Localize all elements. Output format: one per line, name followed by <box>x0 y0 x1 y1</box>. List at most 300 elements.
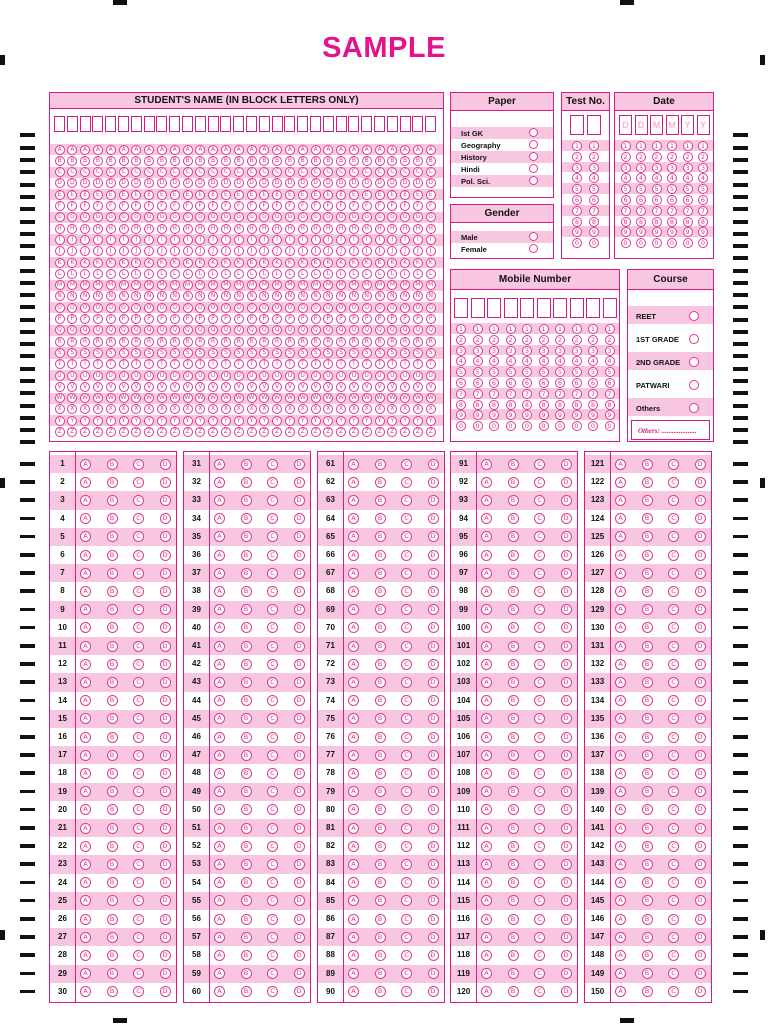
answer-bubble[interactable]: D <box>160 786 171 797</box>
answer-bubble[interactable]: A <box>214 495 225 506</box>
name-bubble[interactable]: Q <box>362 325 372 335</box>
name-bubble[interactable]: Z <box>208 427 218 437</box>
answer-bubble[interactable]: B <box>508 550 519 561</box>
name-bubble[interactable]: J <box>144 246 154 256</box>
answer-bubble[interactable]: D <box>160 877 171 888</box>
name-bubble[interactable]: P <box>413 314 423 324</box>
name-bubble[interactable]: V <box>93 382 103 392</box>
answer-bubble[interactable]: C <box>267 513 278 524</box>
name-bubble[interactable]: L <box>208 269 218 279</box>
mobile-digit-bubble[interactable]: 8 <box>473 400 483 410</box>
answer-bubble[interactable]: C <box>267 823 278 834</box>
answer-bubble[interactable]: D <box>695 659 706 670</box>
name-bubble[interactable]: E <box>285 190 295 200</box>
answer-bubble[interactable]: C <box>267 768 278 779</box>
answer-bubble[interactable]: B <box>642 495 653 506</box>
mobile-digit-bubble[interactable]: 0 <box>588 421 598 431</box>
answer-bubble[interactable]: B <box>375 786 386 797</box>
name-bubble[interactable]: O <box>170 303 180 313</box>
name-bubble[interactable]: I <box>119 235 129 245</box>
answer-bubble[interactable]: D <box>561 768 572 779</box>
answer-bubble[interactable]: A <box>80 677 91 688</box>
answer-bubble[interactable]: C <box>267 895 278 906</box>
answer-bubble[interactable]: B <box>375 986 386 997</box>
answer-bubble[interactable]: D <box>695 895 706 906</box>
name-bubble[interactable]: D <box>298 178 308 188</box>
answer-bubble[interactable]: C <box>668 604 679 615</box>
answer-bubble[interactable]: C <box>534 513 545 524</box>
answer-bubble[interactable]: B <box>375 513 386 524</box>
name-bubble[interactable]: X <box>413 404 423 414</box>
name-bubble[interactable]: D <box>106 178 116 188</box>
name-bubble[interactable]: R <box>375 337 385 347</box>
date-digit-bubble[interactable]: 3 <box>683 163 693 173</box>
answer-bubble[interactable]: D <box>160 622 171 633</box>
name-bubble[interactable]: X <box>131 404 141 414</box>
name-bubble[interactable]: H <box>131 224 141 234</box>
answer-bubble[interactable]: C <box>401 841 412 852</box>
name-bubble[interactable]: F <box>195 201 205 211</box>
name-bubble[interactable]: U <box>375 371 385 381</box>
mobile-digit-bubble[interactable]: 5 <box>456 367 466 377</box>
answer-bubble[interactable]: C <box>668 550 679 561</box>
answer-bubble[interactable]: C <box>668 950 679 961</box>
answer-bubble[interactable]: B <box>508 804 519 815</box>
name-bubble[interactable]: Q <box>93 325 103 335</box>
name-bubble[interactable]: F <box>55 201 65 211</box>
name-bubble[interactable]: K <box>323 258 333 268</box>
date-digit-bubble[interactable]: 1 <box>652 141 662 151</box>
answer-bubble[interactable]: B <box>375 459 386 470</box>
name-bubble[interactable]: M <box>323 280 333 290</box>
answer-bubble[interactable]: D <box>428 841 439 852</box>
name-bubble[interactable]: O <box>247 303 257 313</box>
answer-bubble[interactable]: C <box>267 531 278 542</box>
name-bubble[interactable]: B <box>67 156 77 166</box>
name-bubble[interactable]: J <box>93 246 103 256</box>
name-bubble[interactable]: A <box>234 145 244 155</box>
name-bubble[interactable]: C <box>413 167 423 177</box>
answer-bubble[interactable]: A <box>80 459 91 470</box>
name-bubble[interactable]: U <box>67 371 77 381</box>
answer-bubble[interactable]: D <box>160 823 171 834</box>
name-bubble[interactable]: H <box>247 224 257 234</box>
name-bubble[interactable]: Z <box>93 427 103 437</box>
name-bubble[interactable]: E <box>387 190 397 200</box>
name-bubble[interactable]: E <box>208 190 218 200</box>
answer-bubble[interactable]: B <box>241 877 252 888</box>
name-bubble[interactable]: T <box>272 359 282 369</box>
name-bubble[interactable]: H <box>272 224 282 234</box>
mobile-digit-bubble[interactable]: 9 <box>572 410 582 420</box>
name-bubble[interactable]: Y <box>195 416 205 426</box>
name-bubble[interactable]: Y <box>259 416 269 426</box>
answer-bubble[interactable]: B <box>241 950 252 961</box>
name-bubble[interactable]: O <box>413 303 423 313</box>
name-bubble[interactable]: L <box>259 269 269 279</box>
test-digit-bubble[interactable]: 8 <box>572 217 582 227</box>
answer-bubble[interactable]: A <box>615 986 626 997</box>
name-bubble[interactable]: W <box>413 393 423 403</box>
answer-bubble[interactable]: D <box>160 695 171 706</box>
name-bubble[interactable]: J <box>195 246 205 256</box>
answer-bubble[interactable]: A <box>481 677 492 688</box>
answer-bubble[interactable]: B <box>241 859 252 870</box>
name-bubble[interactable]: Y <box>247 416 257 426</box>
name-bubble[interactable]: V <box>259 382 269 392</box>
name-bubble[interactable]: K <box>67 258 77 268</box>
name-bubble[interactable]: R <box>272 337 282 347</box>
mobile-digit-bubble[interactable]: 1 <box>506 324 516 334</box>
name-bubble[interactable]: M <box>221 280 231 290</box>
name-bubble[interactable]: A <box>55 145 65 155</box>
name-bubble[interactable]: P <box>67 314 77 324</box>
date-digit-bubble[interactable]: 8 <box>636 217 646 227</box>
name-bubble[interactable]: G <box>336 212 346 222</box>
name-bubble[interactable]: V <box>119 382 129 392</box>
name-bubble[interactable]: A <box>221 145 231 155</box>
answer-bubble[interactable]: C <box>401 877 412 888</box>
answer-bubble[interactable]: A <box>615 459 626 470</box>
answer-bubble[interactable]: D <box>428 531 439 542</box>
mobile-digit-bubble[interactable]: 2 <box>555 335 565 345</box>
answer-bubble[interactable]: C <box>668 895 679 906</box>
name-bubble[interactable]: F <box>106 201 116 211</box>
name-bubble[interactable]: I <box>285 235 295 245</box>
name-bubble[interactable]: J <box>311 246 321 256</box>
name-bubble[interactable]: K <box>247 258 257 268</box>
name-bubble[interactable]: N <box>119 291 129 301</box>
name-bubble[interactable]: T <box>55 359 65 369</box>
name-bubble[interactable]: A <box>400 145 410 155</box>
name-bubble[interactable]: K <box>208 258 218 268</box>
answer-bubble[interactable]: A <box>481 768 492 779</box>
name-bubble[interactable]: U <box>80 371 90 381</box>
name-bubble[interactable]: N <box>80 291 90 301</box>
answer-bubble[interactable]: A <box>481 786 492 797</box>
answer-bubble[interactable]: D <box>294 895 305 906</box>
name-bubble[interactable]: P <box>208 314 218 324</box>
date-digit-bubble[interactable]: 9 <box>698 227 708 237</box>
answer-bubble[interactable]: D <box>428 877 439 888</box>
answer-bubble[interactable]: C <box>133 804 144 815</box>
name-bubble[interactable]: B <box>413 156 423 166</box>
answer-bubble[interactable]: C <box>534 950 545 961</box>
name-bubble[interactable]: Z <box>285 427 295 437</box>
name-bubble[interactable]: Y <box>170 416 180 426</box>
name-bubble[interactable]: R <box>234 337 244 347</box>
answer-bubble[interactable]: C <box>133 568 144 579</box>
mobile-digit-bubble[interactable]: 8 <box>506 400 516 410</box>
name-bubble[interactable]: Z <box>259 427 269 437</box>
name-bubble[interactable]: O <box>119 303 129 313</box>
answer-bubble[interactable]: A <box>481 895 492 906</box>
name-bubble[interactable]: E <box>183 190 193 200</box>
answer-bubble[interactable]: B <box>241 513 252 524</box>
name-bubble[interactable]: V <box>400 382 410 392</box>
name-bubble[interactable]: Z <box>323 427 333 437</box>
answer-bubble[interactable]: A <box>348 804 359 815</box>
name-bubble[interactable]: D <box>55 178 65 188</box>
name-bubble[interactable]: A <box>208 145 218 155</box>
name-bubble[interactable]: H <box>234 224 244 234</box>
answer-bubble[interactable]: B <box>508 859 519 870</box>
name-bubble[interactable]: N <box>349 291 359 301</box>
answer-bubble[interactable]: C <box>401 914 412 925</box>
test-digit-bubble[interactable]: 2 <box>572 152 582 162</box>
answer-bubble[interactable]: C <box>267 495 278 506</box>
mobile-digit-bubble[interactable]: 8 <box>572 400 582 410</box>
answer-bubble[interactable]: C <box>534 713 545 724</box>
answer-bubble[interactable]: B <box>241 768 252 779</box>
name-bubble[interactable]: I <box>157 235 167 245</box>
name-bubble[interactable]: G <box>311 212 321 222</box>
mobile-digit-bubble[interactable]: 9 <box>506 410 516 420</box>
name-bubble[interactable]: U <box>93 371 103 381</box>
name-bubble[interactable]: V <box>298 382 308 392</box>
name-bubble[interactable]: O <box>195 303 205 313</box>
name-bubble[interactable]: G <box>285 212 295 222</box>
name-bubble[interactable]: K <box>400 258 410 268</box>
name-bubble[interactable]: M <box>387 280 397 290</box>
answer-bubble[interactable]: C <box>267 459 278 470</box>
name-bubble[interactable]: E <box>298 190 308 200</box>
mobile-digit-bubble[interactable]: 9 <box>555 410 565 420</box>
answer-bubble[interactable]: B <box>241 531 252 542</box>
answer-bubble[interactable]: D <box>695 622 706 633</box>
answer-bubble[interactable]: B <box>508 914 519 925</box>
name-bubble[interactable]: U <box>144 371 154 381</box>
answer-bubble[interactable]: A <box>214 786 225 797</box>
name-bubble[interactable]: H <box>183 224 193 234</box>
mobile-digit-bubble[interactable]: 9 <box>473 410 483 420</box>
answer-bubble[interactable]: C <box>267 986 278 997</box>
name-bubble[interactable]: X <box>195 404 205 414</box>
name-bubble[interactable]: T <box>323 359 333 369</box>
name-bubble[interactable]: I <box>170 235 180 245</box>
name-bubble[interactable]: G <box>247 212 257 222</box>
answer-bubble[interactable]: C <box>401 550 412 561</box>
name-bubble[interactable]: O <box>362 303 372 313</box>
answer-bubble[interactable]: D <box>695 950 706 961</box>
answer-bubble[interactable]: A <box>80 732 91 743</box>
mobile-digit-bubble[interactable]: 4 <box>456 356 466 366</box>
answer-bubble[interactable]: C <box>401 459 412 470</box>
name-bubble[interactable]: Z <box>170 427 180 437</box>
answer-bubble[interactable]: B <box>642 804 653 815</box>
name-bubble[interactable]: V <box>183 382 193 392</box>
answer-bubble[interactable]: C <box>668 932 679 943</box>
mobile-digit-bubble[interactable]: 4 <box>605 356 615 366</box>
mobile-digit-bubble[interactable]: 4 <box>473 356 483 366</box>
name-bubble[interactable]: U <box>426 371 436 381</box>
name-bubble[interactable]: G <box>80 212 90 222</box>
name-bubble[interactable]: R <box>362 337 372 347</box>
name-bubble[interactable]: I <box>183 235 193 245</box>
answer-bubble[interactable]: D <box>695 531 706 542</box>
name-bubble[interactable]: L <box>285 269 295 279</box>
name-bubble[interactable]: I <box>426 235 436 245</box>
answer-bubble[interactable]: A <box>214 677 225 688</box>
name-bubble[interactable]: X <box>323 404 333 414</box>
test-digit-bubble[interactable]: 9 <box>589 227 599 237</box>
name-bubble[interactable]: X <box>183 404 193 414</box>
name-bubble[interactable]: R <box>400 337 410 347</box>
name-bubble[interactable]: N <box>170 291 180 301</box>
name-bubble[interactable]: G <box>221 212 231 222</box>
answer-bubble[interactable]: B <box>508 841 519 852</box>
name-bubble[interactable]: E <box>55 190 65 200</box>
name-bubble[interactable]: U <box>362 371 372 381</box>
name-bubble[interactable]: I <box>208 235 218 245</box>
name-bubble[interactable]: R <box>349 337 359 347</box>
answer-bubble[interactable]: B <box>642 823 653 834</box>
name-bubble[interactable]: P <box>106 314 116 324</box>
name-bubble[interactable]: O <box>323 303 333 313</box>
name-bubble[interactable]: Z <box>311 427 321 437</box>
name-bubble[interactable]: D <box>247 178 257 188</box>
answer-bubble[interactable]: D <box>695 786 706 797</box>
date-digit-bubble[interactable]: 5 <box>621 184 631 194</box>
name-bubble[interactable]: S <box>349 348 359 358</box>
test-digit-bubble[interactable]: 0 <box>572 238 582 248</box>
name-bubble[interactable]: H <box>170 224 180 234</box>
mobile-digit-bubble[interactable]: 2 <box>539 335 549 345</box>
name-bubble[interactable]: O <box>426 303 436 313</box>
answer-bubble[interactable]: B <box>508 695 519 706</box>
name-bubble[interactable]: I <box>311 235 321 245</box>
mobile-digit-bubble[interactable]: 4 <box>588 356 598 366</box>
name-bubble[interactable]: Z <box>67 427 77 437</box>
answer-bubble[interactable]: A <box>615 914 626 925</box>
mobile-digit-bubble[interactable]: 0 <box>456 421 466 431</box>
mobile-digit-bubble[interactable]: 3 <box>506 346 516 356</box>
name-bubble[interactable]: M <box>375 280 385 290</box>
name-bubble[interactable]: B <box>387 156 397 166</box>
name-bubble[interactable]: H <box>387 224 397 234</box>
name-bubble[interactable]: K <box>285 258 295 268</box>
name-bubble[interactable]: W <box>375 393 385 403</box>
name-bubble[interactable]: K <box>336 258 346 268</box>
answer-bubble[interactable]: A <box>481 568 492 579</box>
name-bubble[interactable]: O <box>336 303 346 313</box>
name-bubble[interactable]: R <box>67 337 77 347</box>
date-digit-bubble[interactable]: 9 <box>652 227 662 237</box>
name-bubble[interactable]: G <box>400 212 410 222</box>
answer-bubble[interactable]: A <box>481 914 492 925</box>
name-bubble[interactable]: I <box>375 235 385 245</box>
answer-bubble[interactable]: C <box>401 768 412 779</box>
name-bubble[interactable]: Q <box>208 325 218 335</box>
name-bubble[interactable]: W <box>93 393 103 403</box>
name-bubble[interactable]: C <box>298 167 308 177</box>
name-bubble[interactable]: X <box>375 404 385 414</box>
name-bubble[interactable]: J <box>323 246 333 256</box>
answer-bubble[interactable]: A <box>80 604 91 615</box>
answer-bubble[interactable]: B <box>107 804 118 815</box>
name-bubble[interactable]: A <box>119 145 129 155</box>
name-bubble[interactable]: Z <box>247 427 257 437</box>
mobile-digit-bubble[interactable]: 2 <box>522 335 532 345</box>
name-bubble[interactable]: D <box>183 178 193 188</box>
name-bubble[interactable]: P <box>311 314 321 324</box>
name-bubble[interactable]: D <box>285 178 295 188</box>
date-digit-bubble[interactable]: 3 <box>636 163 646 173</box>
name-bubble[interactable]: O <box>131 303 141 313</box>
name-bubble[interactable]: K <box>234 258 244 268</box>
answer-bubble[interactable]: B <box>642 895 653 906</box>
date-digit-bubble[interactable]: 5 <box>652 184 662 194</box>
answer-bubble[interactable]: D <box>561 750 572 761</box>
answer-bubble[interactable]: D <box>695 841 706 852</box>
answer-bubble[interactable]: C <box>534 732 545 743</box>
answer-bubble[interactable]: B <box>241 786 252 797</box>
name-bubble[interactable]: S <box>285 348 295 358</box>
answer-bubble[interactable]: D <box>561 968 572 979</box>
name-bubble[interactable]: M <box>208 280 218 290</box>
mobile-digit-bubble[interactable]: 6 <box>522 378 532 388</box>
answer-bubble[interactable]: C <box>267 859 278 870</box>
name-bubble[interactable]: D <box>336 178 346 188</box>
name-bubble[interactable]: O <box>67 303 77 313</box>
name-bubble[interactable]: O <box>400 303 410 313</box>
name-bubble[interactable]: B <box>234 156 244 166</box>
name-bubble[interactable]: F <box>375 201 385 211</box>
name-bubble[interactable]: X <box>362 404 372 414</box>
name-bubble[interactable]: Z <box>413 427 423 437</box>
name-bubble[interactable]: X <box>208 404 218 414</box>
name-bubble[interactable]: A <box>413 145 423 155</box>
answer-bubble[interactable]: C <box>133 877 144 888</box>
answer-bubble[interactable]: B <box>375 859 386 870</box>
answer-bubble[interactable]: A <box>348 786 359 797</box>
answer-bubble[interactable]: A <box>481 932 492 943</box>
test-digit-bubble[interactable]: 6 <box>572 195 582 205</box>
name-bubble[interactable]: H <box>311 224 321 234</box>
answer-bubble[interactable]: C <box>668 823 679 834</box>
answer-bubble[interactable]: A <box>348 677 359 688</box>
name-bubble[interactable]: N <box>323 291 333 301</box>
answer-bubble[interactable]: C <box>534 823 545 834</box>
name-bubble[interactable]: E <box>349 190 359 200</box>
name-bubble[interactable]: E <box>375 190 385 200</box>
answer-bubble[interactable]: D <box>160 859 171 870</box>
name-bubble[interactable]: Y <box>80 416 90 426</box>
mobile-digit-bubble[interactable]: 7 <box>605 389 615 399</box>
answer-bubble[interactable]: C <box>401 713 412 724</box>
answer-bubble[interactable]: A <box>615 622 626 633</box>
answer-bubble[interactable]: C <box>668 531 679 542</box>
answer-bubble[interactable]: C <box>133 750 144 761</box>
name-bubble[interactable]: F <box>119 201 129 211</box>
name-bubble[interactable]: X <box>426 404 436 414</box>
answer-bubble[interactable]: D <box>695 695 706 706</box>
name-bubble[interactable]: V <box>234 382 244 392</box>
name-bubble[interactable]: T <box>131 359 141 369</box>
name-bubble[interactable]: G <box>272 212 282 222</box>
test-digit-bubble[interactable]: 7 <box>572 206 582 216</box>
answer-bubble[interactable]: D <box>428 695 439 706</box>
answer-bubble[interactable]: A <box>214 622 225 633</box>
name-bubble[interactable]: X <box>67 404 77 414</box>
answer-bubble[interactable]: B <box>375 932 386 943</box>
date-digit-bubble[interactable]: 1 <box>698 141 708 151</box>
answer-bubble[interactable]: D <box>294 859 305 870</box>
answer-bubble[interactable]: D <box>561 586 572 597</box>
date-digit-bubble[interactable]: 2 <box>621 152 631 162</box>
answer-bubble[interactable]: D <box>561 950 572 961</box>
name-bubble[interactable]: A <box>67 145 77 155</box>
